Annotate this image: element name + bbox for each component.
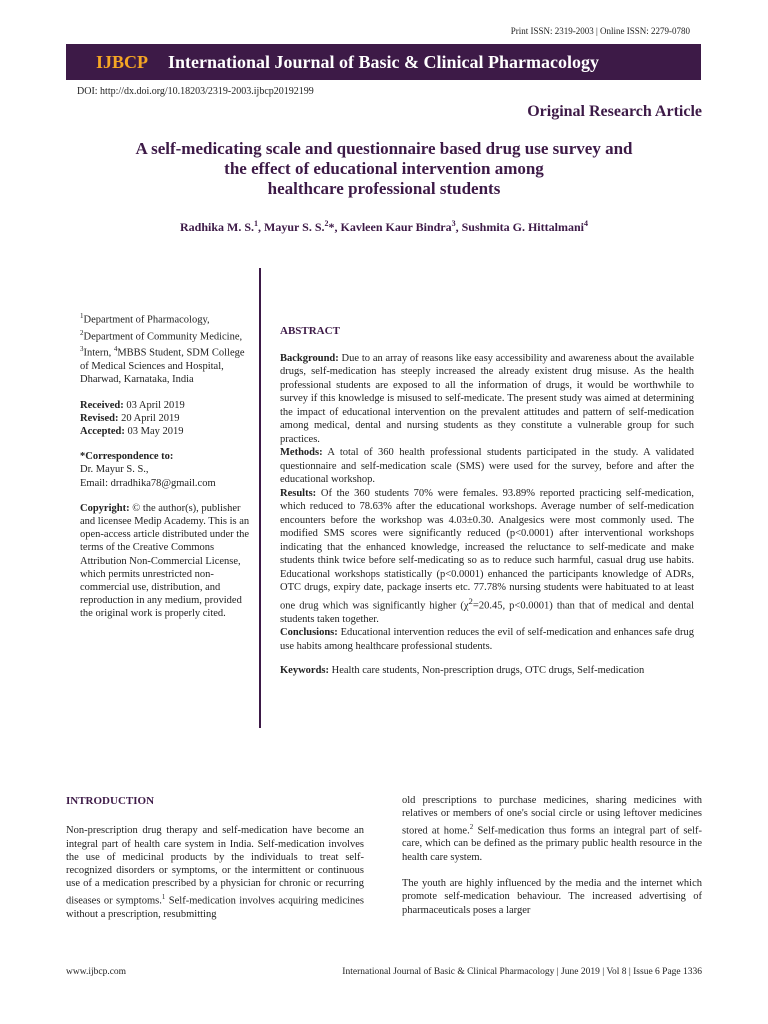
background-text: Due to an array of reasons like easy accessibility and awareness about the available drugs, self-medication has steeply increased the already existent drug misuse. As the health professional students are exposed to all the information of drugs, it would be worthwhile to survey if this knowledge is misused to self-medicate. The present study was aimed at determining the impact of educational intervention on the prevalent attitudes and pattern of self-medication among medical, dental and nursing students as they constitute a vulnerable group for such practices. [280,352,694,445]
paragraph-text: Non-prescription drug therapy and self-medication have become an integral part of health care system in India. Self-medication involves the use of medicinal products by the individuals to treat self-recognized disorders or symptoms, or the intermittent or continuous use of a medication prescribed by a physician for chronic or recurring diseases or symptoms. [66,825,364,907]
abstract-background [280,352,694,447]
superscript: 2 [468,595,473,606]
affiliation-marker: 4 [583,219,588,228]
affiliation-marker: 3 [80,345,84,354]
affiliation-marker: 2 [80,328,84,337]
article-info-sidebar [80,310,250,633]
accepted-date: 03 May 2019 [124,425,184,437]
introduction-right-column [402,794,702,930]
correspondence-email[interactable]: Email: drradhika78@gmail.com [80,477,216,489]
affiliation-text: MBBS Student, SDM College of Medical Sciences and Hospital, Dharwad, Karnataka, India [80,347,245,386]
author-name: , Sushmita G. Hittalmani [455,220,584,234]
copyright-text: © the author(s), publisher and licensee Medip Academy. This is an open-access article distributed under the terms of the Creative Commons Attribution Non-Commercial License, which permits unrestricted non-commercial use, distribution, and reproduction in any medium, provided the original work is properly cited. [80,502,250,620]
intro-paragraph [66,824,364,921]
affiliation-text: Department of Pharmacology, [83,314,210,326]
author-list [66,219,702,235]
article-dates [80,399,250,439]
conclusions-label: Conclusions: [280,627,338,638]
page-footer [66,967,702,977]
title-line: healthcare professional students [267,179,501,198]
revised-label: Revised: [80,412,119,424]
intro-paragraph: The youth are highly influenced by the media and the internet which promote self-medication behaviour. The increased advertising of pharmaceuticals poses a larger [402,877,702,916]
received-label: Received: [80,399,124,411]
methods-label: Methods: [280,447,323,458]
results-text: =20.45, p<0.0001) than that of medical and dental students taken together. [280,600,694,625]
paragraph-text: Self-medication thus forms an integral part of self-care, which can be defined as the primary public health resource in the health care system. [402,825,702,863]
correspondence-name: Dr. Mayur S. S., [80,464,149,476]
accepted-label: Accepted: [80,425,125,437]
article-type: Original Research Article [527,103,702,120]
paragraph-text: Self-medication involves acquiring medicines without a prescription, resubmitting [66,895,364,920]
abstract-methods [280,446,694,487]
corresponding-marker: * [328,220,335,234]
author-name: Radhika M. S. [180,220,255,234]
doi-link[interactable]: DOI: http://dx.doi.org/10.18203/2319-2003.ijbcp20192199 [77,86,314,97]
abstract-conclusions [280,626,694,653]
introduction-left-column [66,795,364,921]
paragraph-text: old prescriptions to purchase medicines, sharing medicines with relatives or members of one's social circle or using leftover medicines stored at home. [402,795,702,837]
affiliation-marker: 2 [324,219,329,228]
abstract-section [280,325,694,678]
intro-paragraph [402,794,702,864]
results-label: Results: [280,487,317,499]
results-text: Of the 360 students 70% were females. 93.89% reported practicing self-medication, which reduced to 78.63% after the educational workshops. Average number of self-medication encounters before the workshop was 4.03±0.30. Analgesics were most commonly used. The modified SMS scores were significantly reduced (p<0.0001) after interventional workshops indicating that the enhanced knowledge, increased the reluctance to self-medicate and make students think twice before self-medicating so as to reduce such harmful, casual drug use habits. Educational workshops statistically (p<0.0001) enhanced the participants knowledge of ADRs, OTC drugs, expiry date, package inserts etc. 77.78% nursing students were habituated to at least one drug which was significantly higher (χ [280,487,694,611]
introduction-heading: INTRODUCTION [66,795,155,807]
keywords-text: Health care students, Non-prescription drugs, OTC drugs, Self-medication [329,665,645,676]
journal-website[interactable]: www.ijbcp.com [66,967,127,977]
copyright-label: Copyright: [80,502,130,514]
issn-line: Print ISSN: 2319-2003 | Online ISSN: 2279-0780 [510,26,690,36]
correspondence-label: *Correspondence to: [80,451,174,463]
correspondence [80,450,250,490]
article-title [66,139,702,199]
citation-marker[interactable]: 2 [469,822,474,831]
author-name: , Mayur S. S. [258,220,325,234]
keywords-label: Keywords: [280,665,329,676]
journal-name: International Journal of Basic & Clinical Pharmacology [168,51,600,72]
affiliation-text: Department of Community Medicine, [83,331,243,343]
received-date: 03 April 2019 [123,399,185,411]
conclusions-text: Educational intervention reduces the evil of self-medication and enhances safe drug use habits among healthcare professional students. [280,627,694,652]
copyright-notice [80,502,250,621]
abstract-results [280,487,694,627]
affiliation-text: Intern, [83,347,114,359]
revised-date: 20 April 2019 [118,412,180,424]
journal-banner [66,44,701,80]
footer-citation: International Journal of Basic & Clinical Pharmacology | June 2019 | Vol 8 | Issue 6 Page 1336 [342,967,702,977]
methods-text: A total of 360 health professional students participated in the study. A validated questionnaire and self-medication scale (SMS) were used for the survey, before and after the educational workshop. [280,447,694,485]
affiliation-marker: 3 [451,219,456,228]
column-divider [259,268,261,728]
title-line: A self-medicating scale and questionnaire based drug use survey and [135,139,633,158]
affiliations [80,310,250,387]
affiliation-marker: 1 [80,312,84,320]
affiliation-marker: 4 [113,345,118,354]
abstract-keywords [280,664,694,678]
title-line: the effect of educational intervention among [224,159,544,178]
author-name: , Kavleen Kaur Bindra [334,220,452,234]
abstract-heading: ABSTRACT [280,325,340,337]
journal-abbreviation: IJBCP [96,51,149,72]
background-label: Background: [280,352,339,364]
affiliation-marker: 1 [254,219,259,228]
citation-marker[interactable]: 1 [161,892,166,901]
